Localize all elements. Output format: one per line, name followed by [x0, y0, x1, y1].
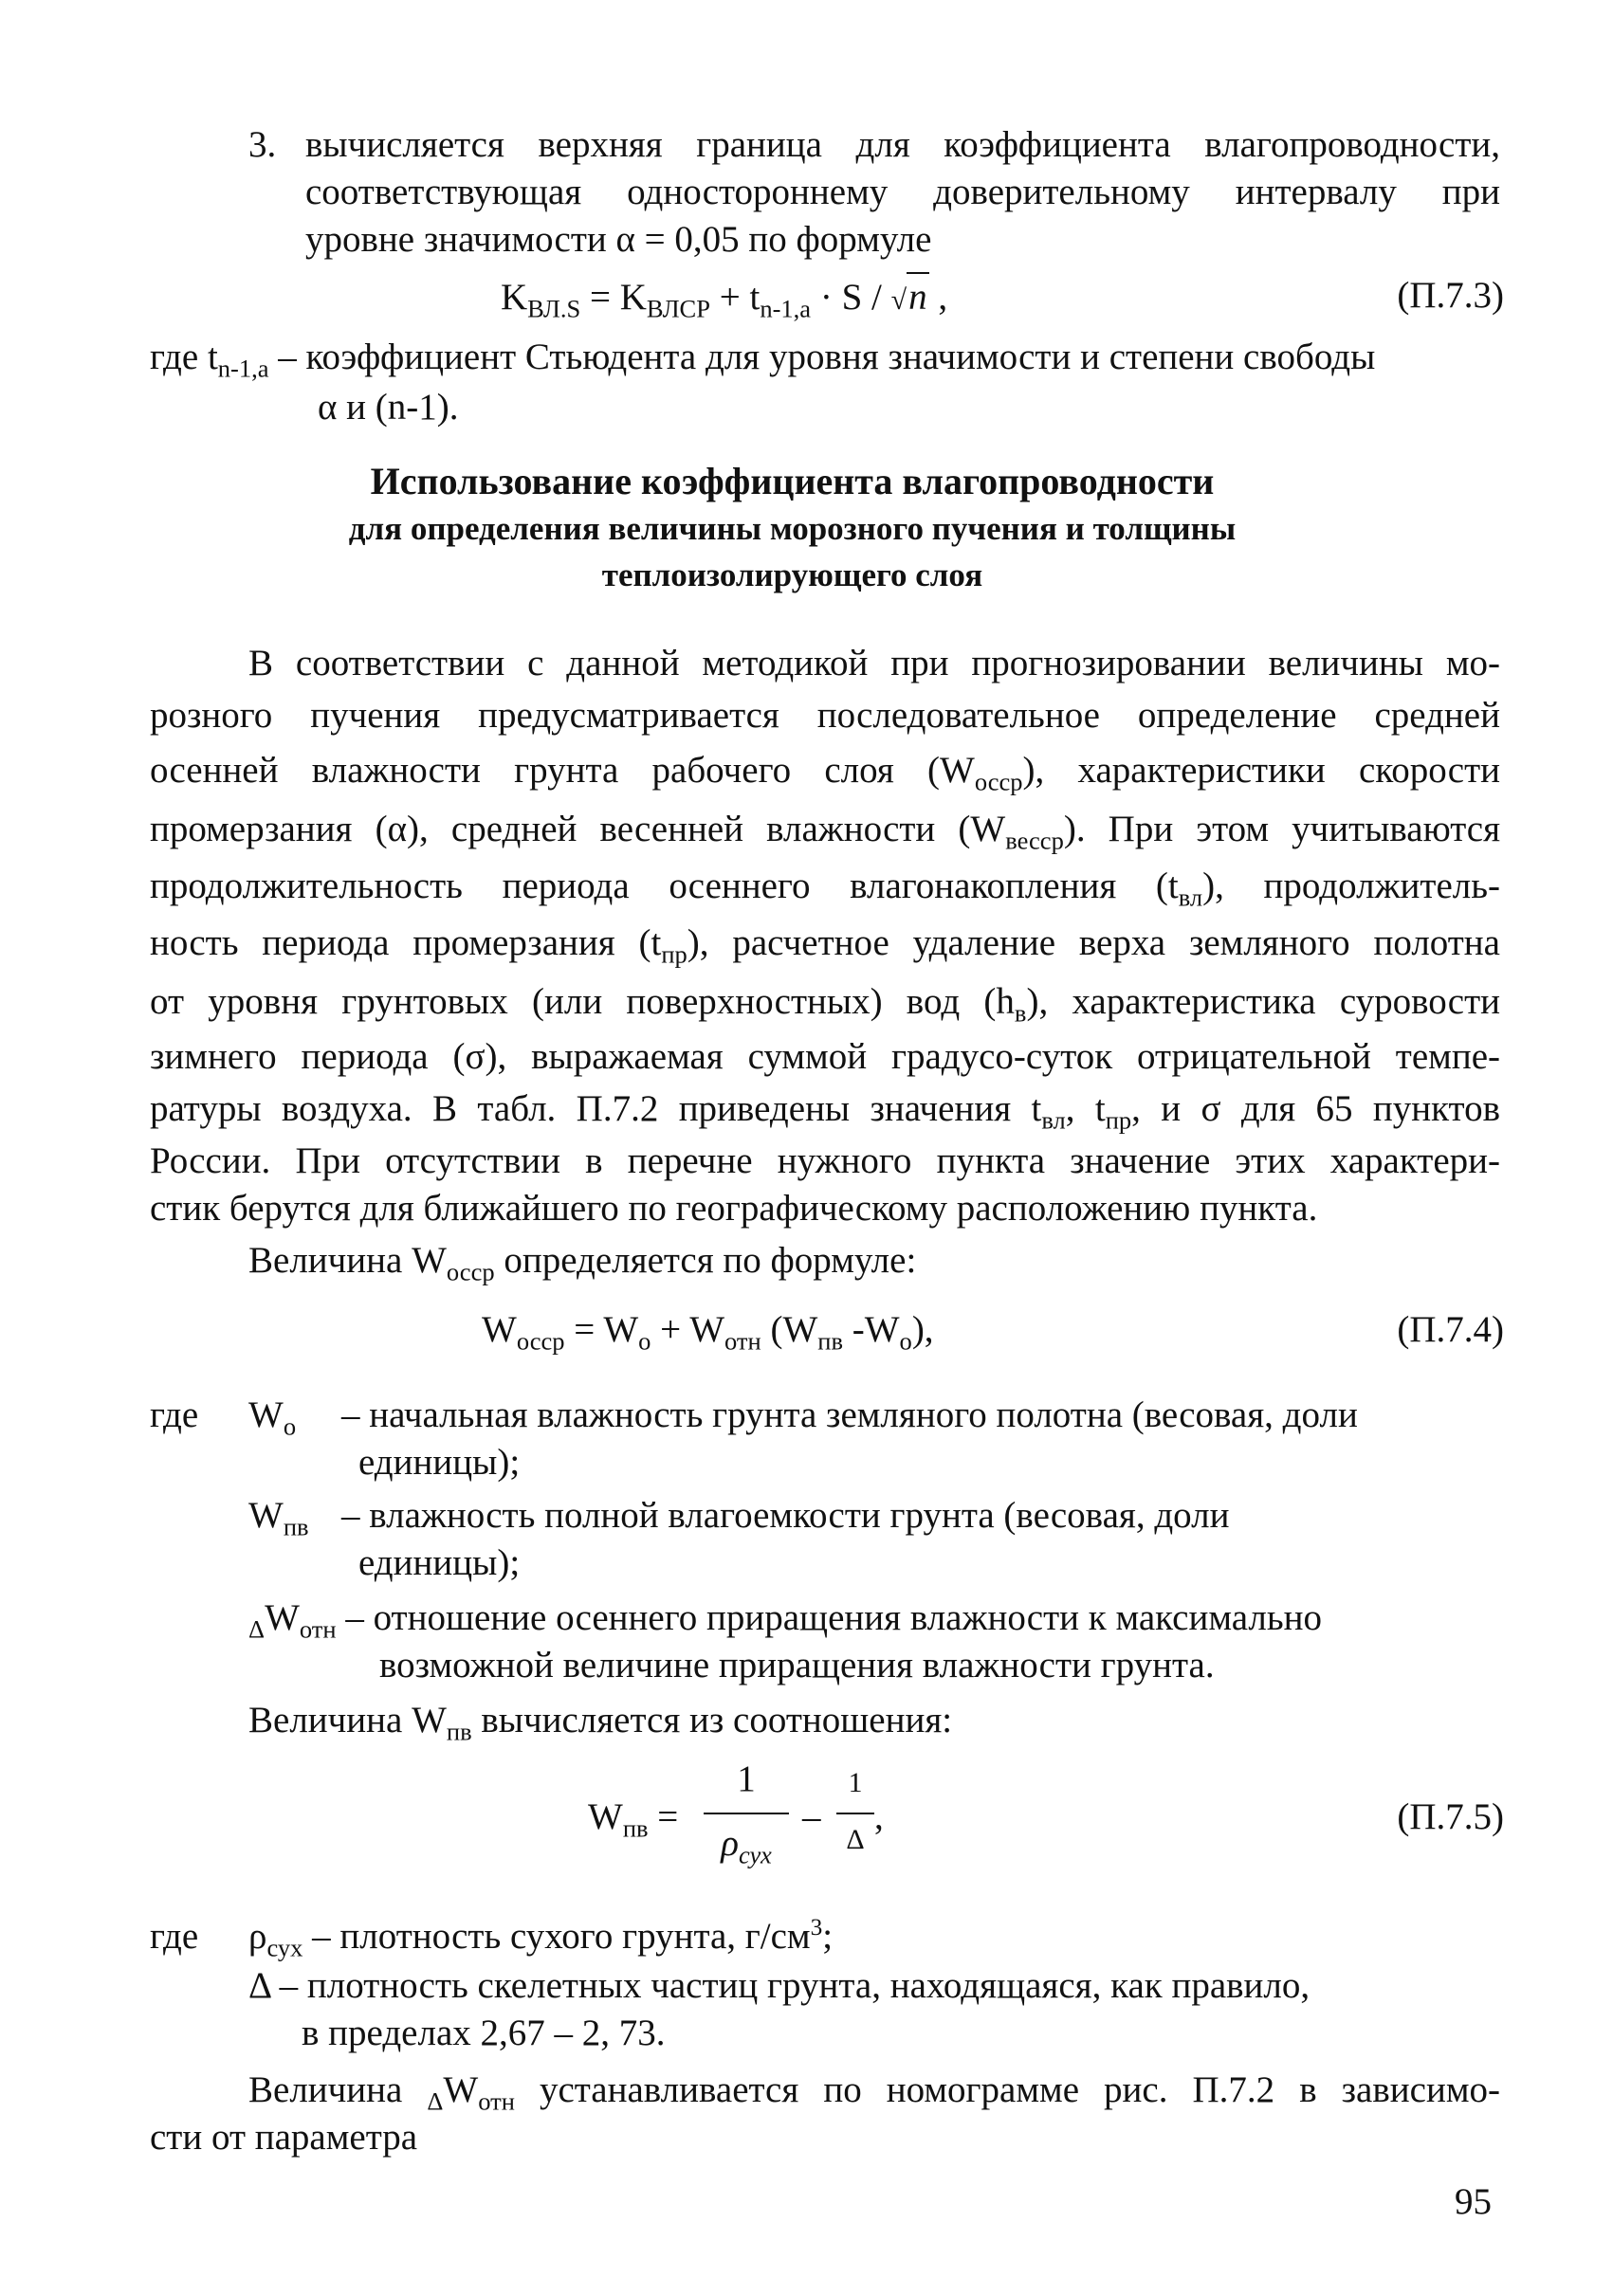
fraction1-bar: [704, 1813, 789, 1814]
para1-line3: осенней влажности грунта рабочего слоя $(W_{оссp})$, характеристики скорости: [150, 750, 1500, 796]
section-heading-line1: Использование коэффициента влагопроводности: [370, 460, 1215, 502]
para4-line1: Величина $_\Delta W_{отн}$ устанавливается по номограмме рис. П.7.2 в зависимо-: [248, 2069, 1500, 2116]
equation-number-p75: (П.7.5): [1397, 1796, 1504, 1837]
formula-p75-comma: ,: [874, 1796, 884, 1837]
para1-line4: промерзания (α), средней весенней влажности $(W_{весср})$. При этом учитываются: [150, 809, 1501, 855]
equation-number-p73: (П.7.3): [1397, 275, 1504, 316]
para3: Величина $W_{пв}$ вычисляется из соотношения:: [248, 1700, 953, 1746]
fraction2-bar: [836, 1813, 874, 1814]
item3-line2: соответствующая одностороннему доверительному интервалу при: [305, 172, 1500, 212]
para1-line8: зимнего периода (σ), выражаемая суммой градусо-суток отрицательной темпе-: [150, 1036, 1500, 1077]
where-student: где $t_{n-1,a}$ – коэффициент Стьюдента для уровня значимости и степени свободы: [150, 337, 1376, 383]
para1-line9: ратуры воздуха. В табл. П.7.2 приведены значения $t_{вл}$, $t_{пр}$, и σ для 65 пунктов: [150, 1088, 1500, 1135]
section-heading-line3: теплоизолирующего слоя: [601, 556, 983, 593]
def-wpv-text2: единицы);: [358, 1542, 521, 1583]
fraction1-denominator: $\rho_{сух}$: [721, 1823, 772, 1869]
def-delta: Δ – плотность скелетных частиц грунта, находящаяся, как правило,: [248, 1965, 1311, 2006]
def-w0-text: – начальная влажность грунта земляного полотна (весовая, доли: [341, 1394, 1358, 1435]
fraction2-denominator: Δ: [846, 1824, 865, 1855]
fraction2-numerator: 1: [848, 1767, 863, 1798]
def-rho: $\rho_{сух}$ – плотность сухого грунта, $г/см^3$;: [248, 1914, 834, 1962]
para1-line2: розного пучения предусматривается последовательное определение средней: [150, 695, 1500, 736]
fraction1-numerator: 1: [737, 1758, 756, 1799]
section-heading-line2: для определения величины морозного пучения и толщины: [348, 510, 1237, 547]
formula-p75-lhs: $W_{пв}$ =: [588, 1796, 679, 1843]
equation-number-p74: (П.7.4): [1397, 1309, 1504, 1350]
def-wotn: $_\Delta W_{отн}$ – отношение осеннего приращения влажности к максимально: [248, 1597, 1323, 1644]
para1-line11: стик берутся для ближайшего по географическому расположению пункта.: [150, 1188, 1318, 1229]
def-wpv-text: – влажность полной влагоемкости грунта (весовая, доли: [341, 1495, 1230, 1536]
para1-line6: ность периода промерзания $(t_{пр})$, расчетное удаление верха земляного полотна: [150, 922, 1500, 969]
item3-line1: вычисляется верхняя граница для коэффициента влагопроводности,: [305, 124, 1500, 165]
def-wotn-text2: возможной величине приращения влажности грунта.: [379, 1645, 1215, 1686]
formula-p73: $K_{ВЛ.S} = K_{ВЛСР} + t_{n-1,a} \cdot S / √n$ ,: [501, 272, 947, 324]
para1-line1: В соответствии с данной методикой при прогнозировании величины мо-: [248, 643, 1500, 683]
where-label-2: где: [150, 1916, 199, 1957]
para1-line5: продолжительность периода осеннего влагонакопления $(t_{вл})$, продолжитель-: [150, 866, 1500, 912]
def-wpv-symbol: $W_{пв}$: [248, 1495, 309, 1541]
para1-line7: от уровня грунтовых (или поверхностных) вод $(h_в)$, характеристика суровости: [150, 981, 1500, 1028]
para4-line2: сти от параметра: [150, 2117, 418, 2158]
para2: Величина $W_{оссp}$ определяется по формуле:: [248, 1240, 917, 1286]
item-number: 3.: [248, 124, 277, 165]
item3-line3: уровне значимости α = 0,05 по формуле: [305, 219, 932, 260]
where-student-line2: α и (n-1).: [318, 387, 459, 428]
formula-p74: $W_{оссp} = W_o + W_{отн}$ ($W_{пв}$ $-W_o$),: [482, 1309, 934, 1356]
def-w0-text2: единицы);: [358, 1442, 521, 1483]
def-w0-symbol: $W_o$: [248, 1394, 297, 1441]
where-label-1: где: [150, 1394, 199, 1435]
formula-p75-minus: –: [802, 1796, 821, 1837]
page-number: 95: [1455, 2181, 1492, 2222]
para1-line10: России. При отсутствии в перечне нужного пункта значение этих характери-: [150, 1140, 1500, 1181]
def-delta-text2: в пределах 2,67 – 2, 73.: [302, 2013, 666, 2053]
